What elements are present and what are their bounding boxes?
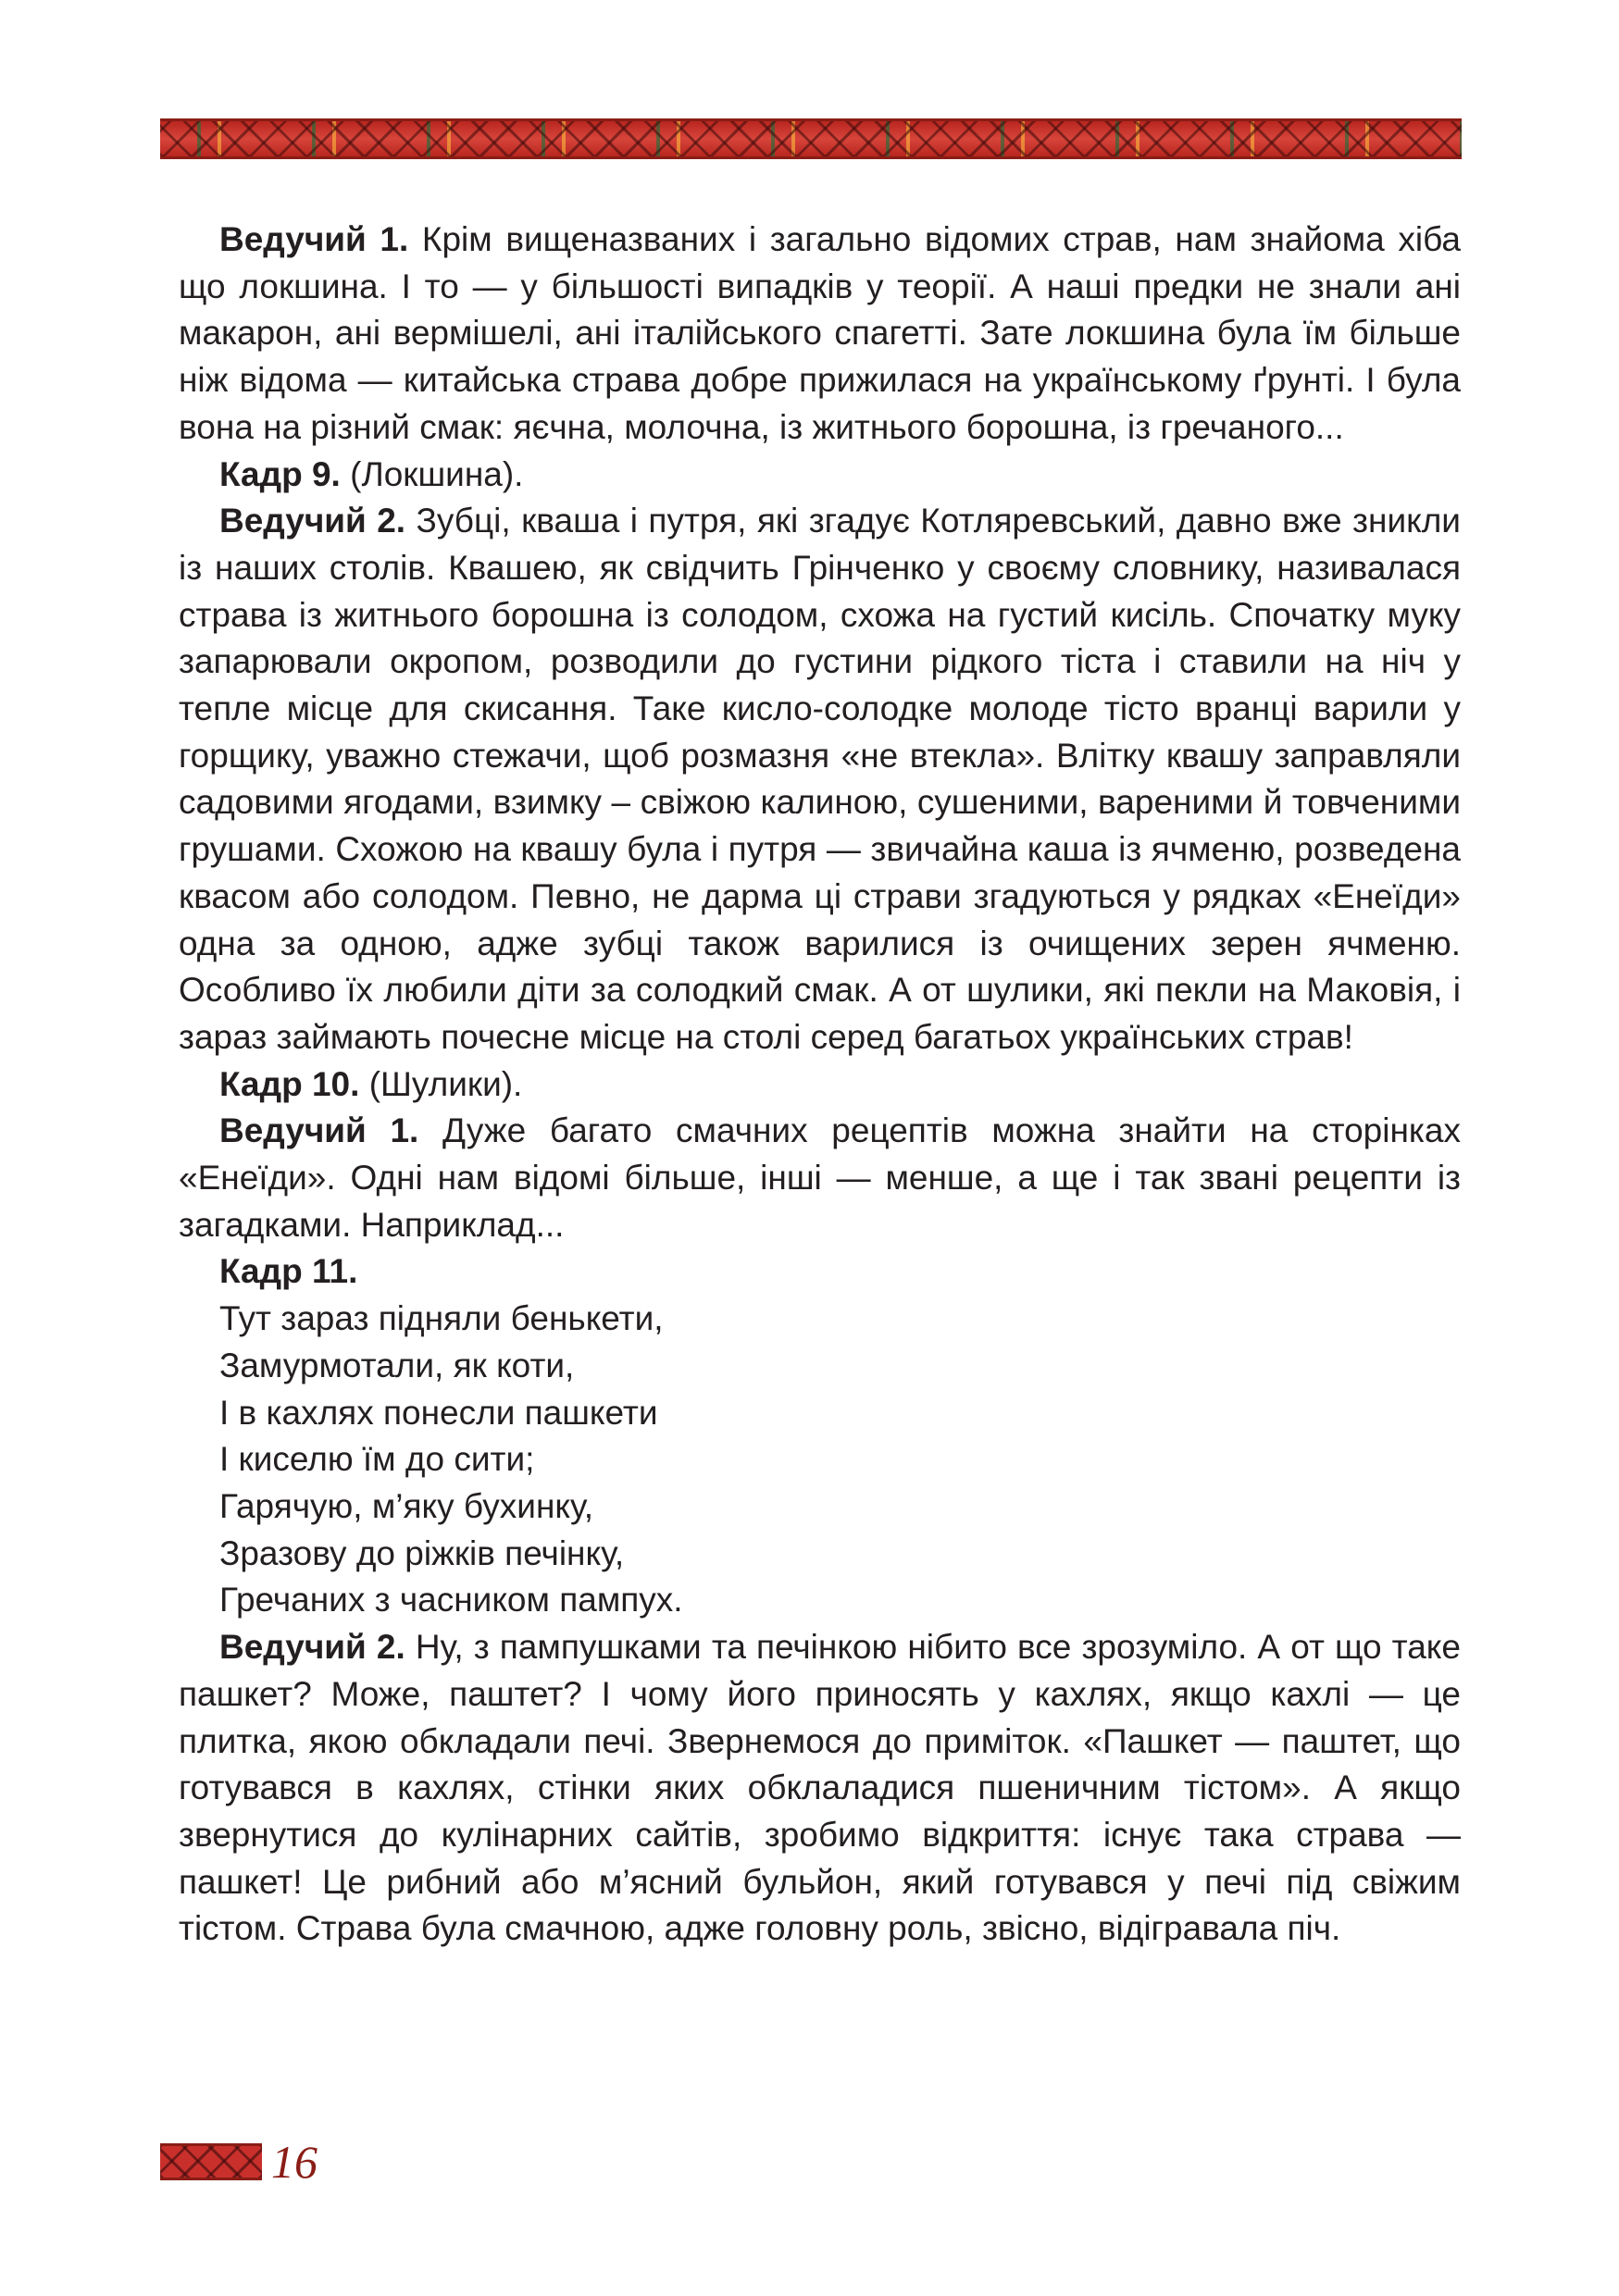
paragraph-text: (Шулики). [359, 1064, 523, 1103]
paragraph-text: Крім вищеназваних і загально відомих страв, нам знайома хіба що локшина. І то — у більшості випадків у теорії. А наші предки не знали ані макарон, ані вермішелі, ані італійського спагетті. Зате локшина була їм більше ніж відома — китайська страва добре прижилася на українському ґрунті. І була вона на різний смак: яєчна, молочна, із житнього борошна, із гречаного... [179, 220, 1461, 446]
paragraph [179, 1248, 1461, 1296]
paragraph [179, 498, 1461, 1061]
verse-line: Гарячую, м’яку бухинку, [219, 1486, 594, 1525]
speaker-label: Кадр 10. [219, 1064, 360, 1103]
top-ornament-border [160, 118, 1462, 159]
paragraph-text: Зубці, кваша і путря, які згадує Котляревський, давно вже зникли із наших столів. Квашею, як свідчить Грінченко у своєму словнику, називалася страва із житнього борошна із солодом, схожа на густий кисіль. Спочатку муку запарювали окропом, розводили до густини рідкого тіста і ставили на ніч у тепле місце для скисання. Таке кисло-солодке молоде тісто вранці варили у горщику, уважно стежачи, щоб розмазня «не втекла». Влітку квашу заправляли садовими ягодами, взимку – свіжою калиною, сушеними, вареними й товченими грушами. Схожою на квашу була і путря — звичайна каша із ячменю, розведена квасом або солодом. Певно, не дарма ці страви згадуються у рядках «Енеїди» одна за одною, адже зубці також варилися із очищених зерен ячменю. Особливо їх любили діти за солодкий смак. А от шулики, які пекли на Маковія, і зараз займають почесне місце на столі серед багатьох українських страв! [179, 502, 1461, 1056]
paragraph [179, 1108, 1461, 1248]
page-number: 16 [271, 2136, 318, 2188]
speaker-label: Ведучий 2. [219, 1628, 405, 1667]
verse-line: Тут зараз підняли бенькети, [219, 1299, 664, 1338]
speaker-label: Кадр 11. [219, 1252, 358, 1291]
paragraph [179, 452, 1461, 499]
paragraph-text: Дуже багато смачних рецептів можна знайти на сторінках «Енеїди». Одні нам відомі більше, інші — менше, а ще і так звані рецепти із загадками. Наприклад... [179, 1111, 1461, 1244]
verse-line: І в кахлях понесли пашкети [219, 1393, 658, 1432]
verse-line: Замурмотали, як коти, [219, 1346, 575, 1384]
paragraph [179, 217, 1461, 452]
paragraph [179, 1061, 1461, 1109]
speaker-label: Кадр 9. [219, 454, 341, 493]
paragraph-text: Ну, з пампушками та печінкою нібито все зрозуміло. А от що таке пашкет? Може, паштет? І чому його приносять у кахлях, якщо кахлі — це плитка, якою обкладали печі. Звернемося до приміток. «Пашкет — паштет, що готувався в кахлях, стінки яких обклаладися пшеничним тістом». А якщо звернутися до кулінарних сайтів, зробимо відкриття: існує така страва — пашкет! Це рибний або м’ясний бульйон, який готувався у печі під свіжим тістом. Страва була смачною, адже головну роль, звісно, відігравала піч. [179, 1628, 1461, 1948]
speaker-label: Ведучий 1. [219, 220, 409, 258]
page-footer [160, 2136, 318, 2188]
speaker-label: Ведучий 2. [219, 502, 406, 540]
document-body [179, 217, 1461, 1953]
verse-line: І киселю їм до сити; [219, 1440, 535, 1479]
verse-line: Гречаних з часником пампух. [219, 1581, 683, 1620]
paragraph [179, 1624, 1461, 1953]
paragraph-text: (Локшина). [340, 454, 524, 493]
footer-ornament [160, 2143, 262, 2180]
speaker-label: Ведучий 1. [219, 1111, 419, 1150]
verse-line: Зразову до ріжків печінку, [219, 1533, 625, 1572]
